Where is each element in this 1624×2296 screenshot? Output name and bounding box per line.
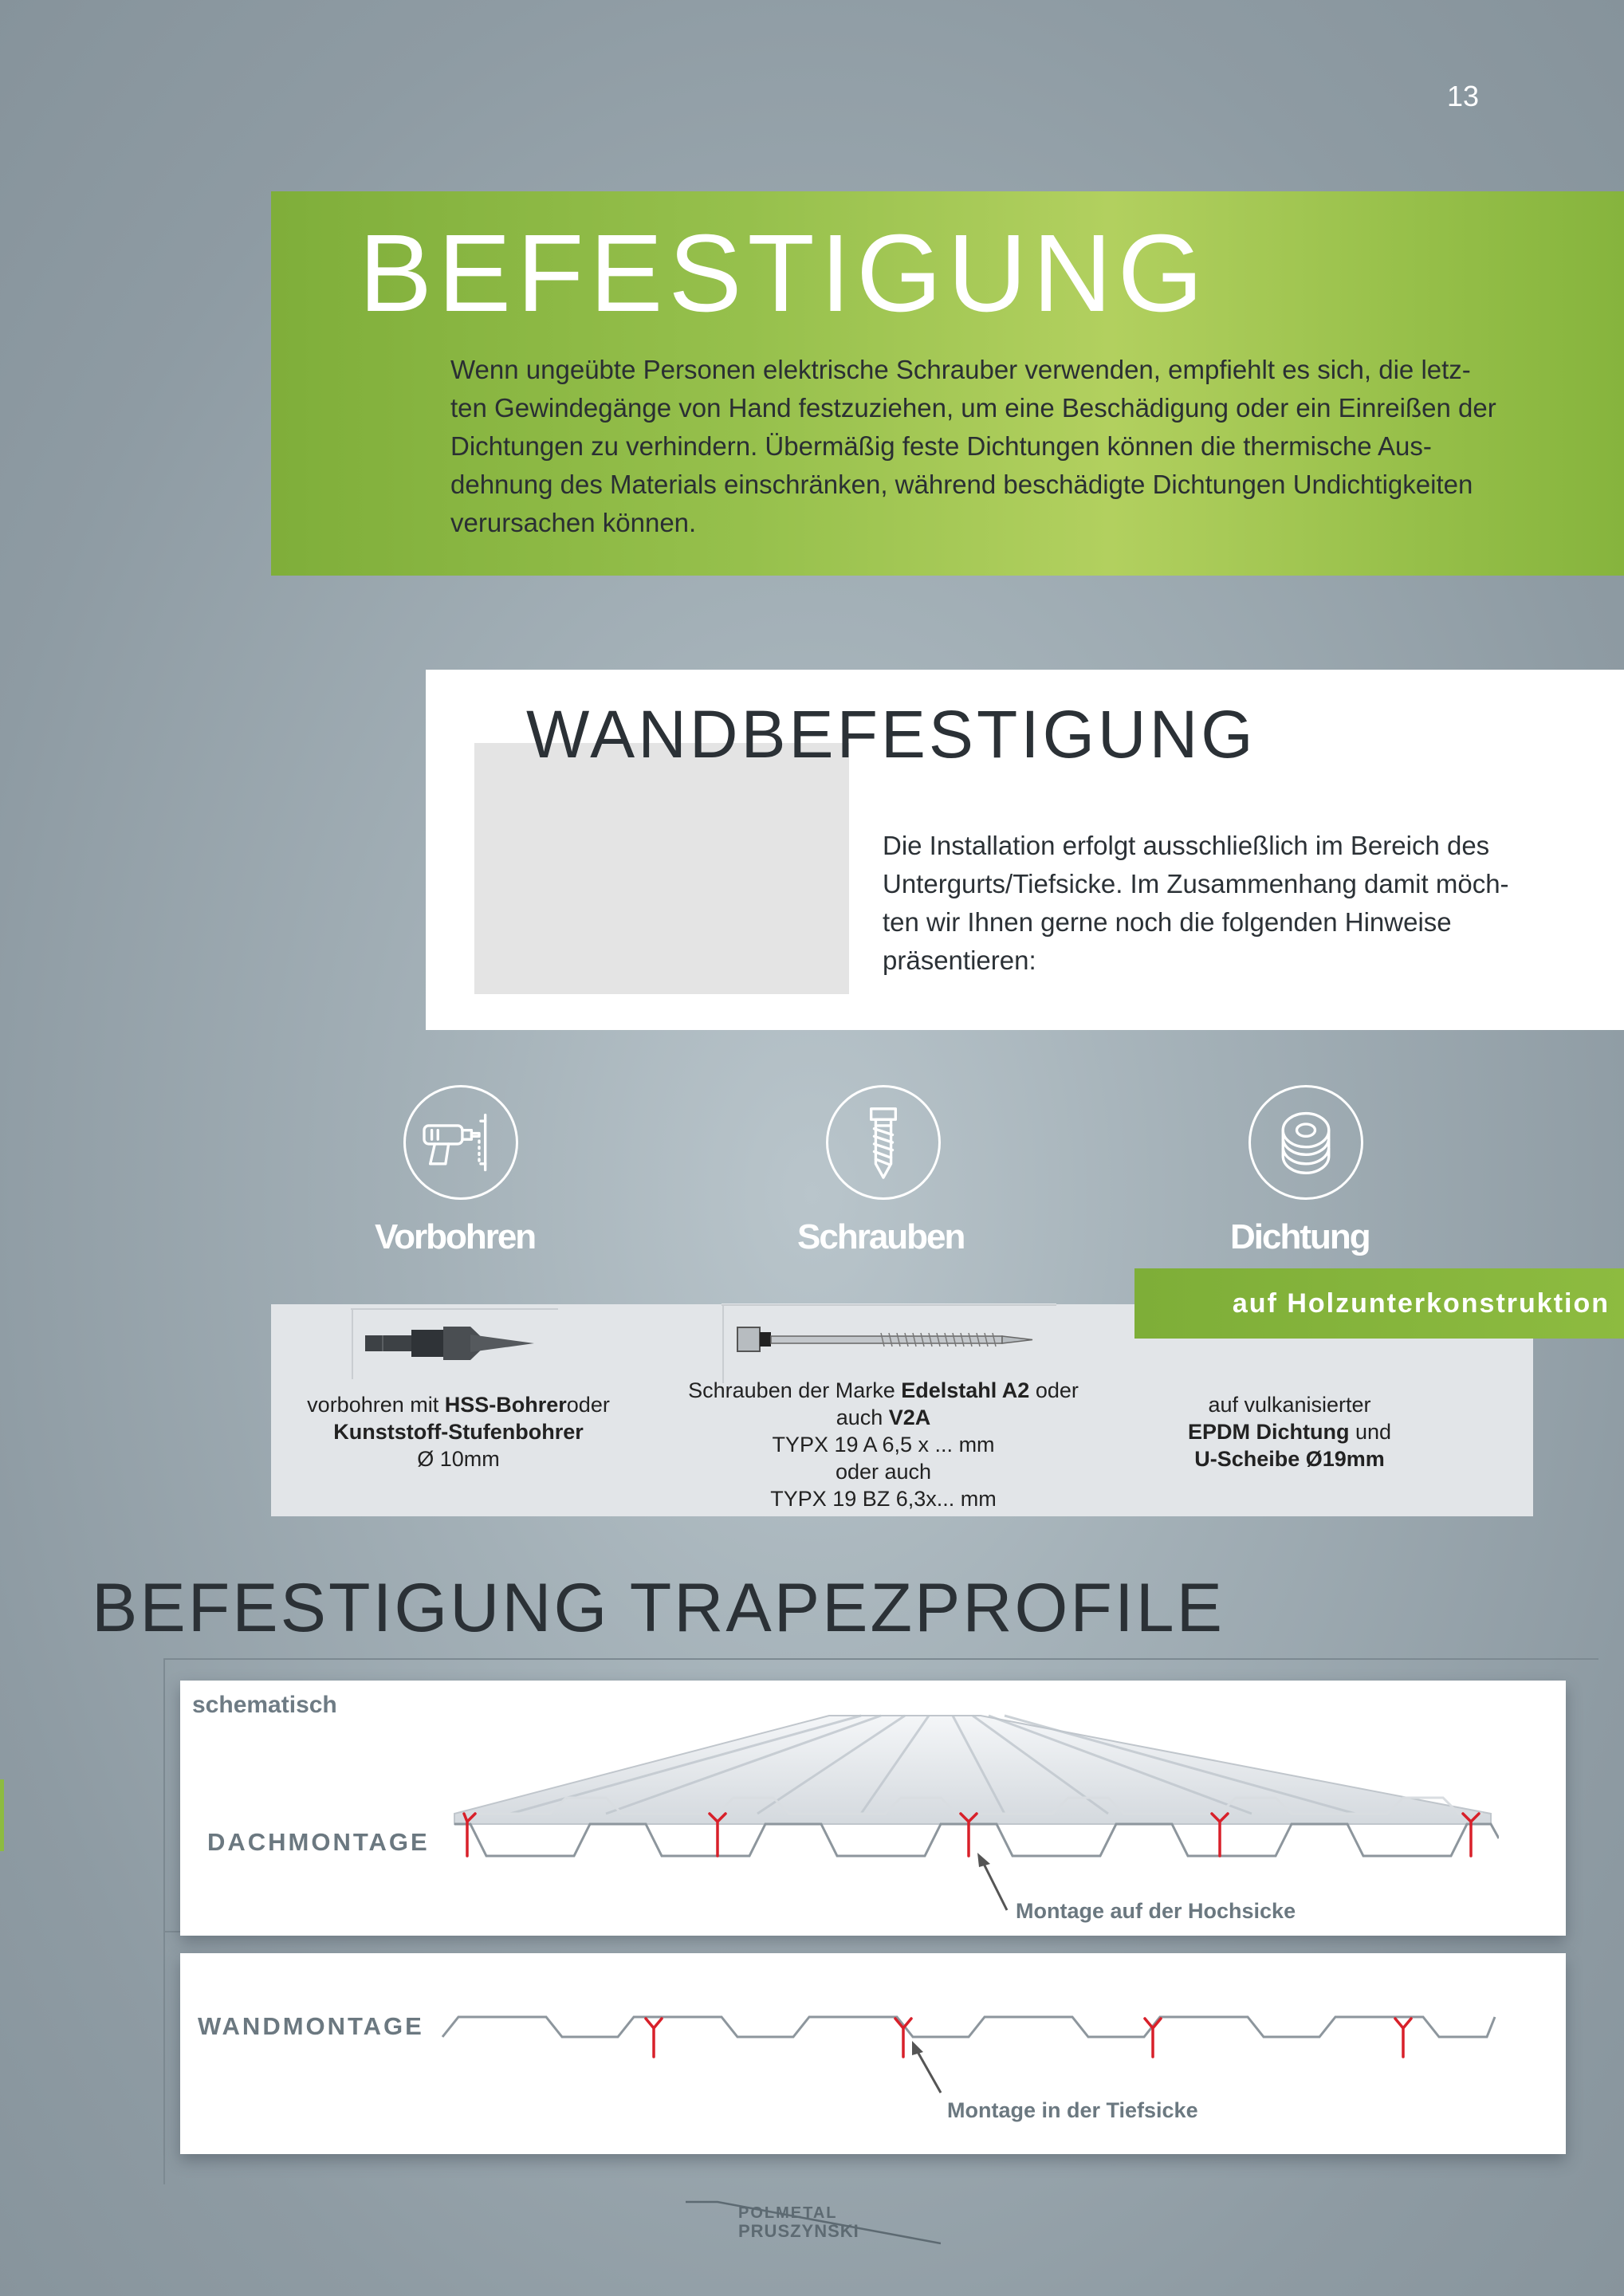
- frame-line: [163, 1658, 165, 2184]
- screw-details: Schrauben der Marke Edelstahl A2 oder auch V2A TYPX 19 A 6,5 x ... mm oder auch TYPX 19 BZ 6,3x... mm: [688, 1378, 1079, 1511]
- roof-mounting-note: Montage auf der Hochsicke: [1016, 1899, 1296, 1923]
- wall-mounting-paragraph: [883, 827, 1600, 980]
- drill-details: vorbohren mit HSS-Bohreroder Kunststoff-Stufenbohrer Ø 10mm: [307, 1393, 610, 1471]
- intro-paragraph: [450, 351, 1551, 542]
- page-title: BEFESTIGUNG: [359, 212, 1209, 335]
- drill-icon: [403, 1085, 518, 1200]
- intro-line: Wenn ungeübte Personen elektrische Schrauber verwenden, empfiehlt es sich, die letz-: [450, 355, 1471, 384]
- logo-line-1: POLMETAL: [738, 2204, 838, 2222]
- wall-line: Die Installation erfolgt ausschließlich im Bereich des: [883, 831, 1490, 860]
- seal-details: auf vulkanisierter EPDM Dichtung und U-Scheibe Ø19mm: [1187, 1393, 1392, 1471]
- intro-line: dehnung des Materials einschränken, während beschädigte Dichtungen Undichtigkeiten: [450, 470, 1473, 499]
- step-label-dichtung: Dichtung: [1230, 1217, 1370, 1256]
- wall-mounting-image-placeholder: [474, 743, 849, 994]
- wall-mounting-title: WANDBEFESTIGUNG: [526, 697, 1256, 772]
- wall-mounting-note: Montage in der Tiefsicke: [947, 2098, 1198, 2122]
- frame-line: [163, 1658, 1598, 1660]
- step-label-schrauben: Schrauben: [797, 1217, 965, 1256]
- logo-line-2: PRUSZYNSKI: [738, 2221, 859, 2241]
- wall-line: ten wir Ihnen gerne noch die folgenden Hinweise: [883, 907, 1452, 937]
- intro-line: verursachen können.: [450, 508, 697, 537]
- screw-icon: [826, 1085, 941, 1200]
- trapezoid-section-title: BEFESTIGUNG TRAPEZPROFILE: [92, 1570, 1225, 1646]
- washer-icon: [1248, 1085, 1363, 1200]
- wall-line: präsentieren:: [883, 946, 1036, 975]
- roof-profile-diagram: [446, 1706, 1499, 1913]
- drill-bit-image: [351, 1307, 558, 1379]
- wood-substructure-badge: auf Holzunterkonstruktion: [1134, 1268, 1624, 1339]
- company-logo: [686, 2194, 941, 2251]
- intro-line: Dichtungen zu verhindern. Übermäßig feste Dichtungen können die thermische Aus-: [450, 431, 1432, 461]
- step-label-vorbohren: Vorbohren: [375, 1217, 536, 1256]
- side-tab-marker: [0, 1779, 4, 1851]
- intro-line: ten Gewindegänge von Hand festzuziehen, um eine Beschädigung oder ein Einreißen der: [450, 393, 1496, 423]
- screw-image: [722, 1303, 1056, 1383]
- wall-mounting-label: WANDMONTAGE: [198, 2012, 424, 2040]
- schematic-label: schematisch: [192, 1692, 337, 1718]
- wall-line: Untergurts/Tiefsicke. Im Zusammenhang damit möch-: [883, 869, 1509, 898]
- roof-mounting-label: DACHMONTAGE: [207, 1828, 430, 1856]
- page-number: 13: [1447, 80, 1480, 112]
